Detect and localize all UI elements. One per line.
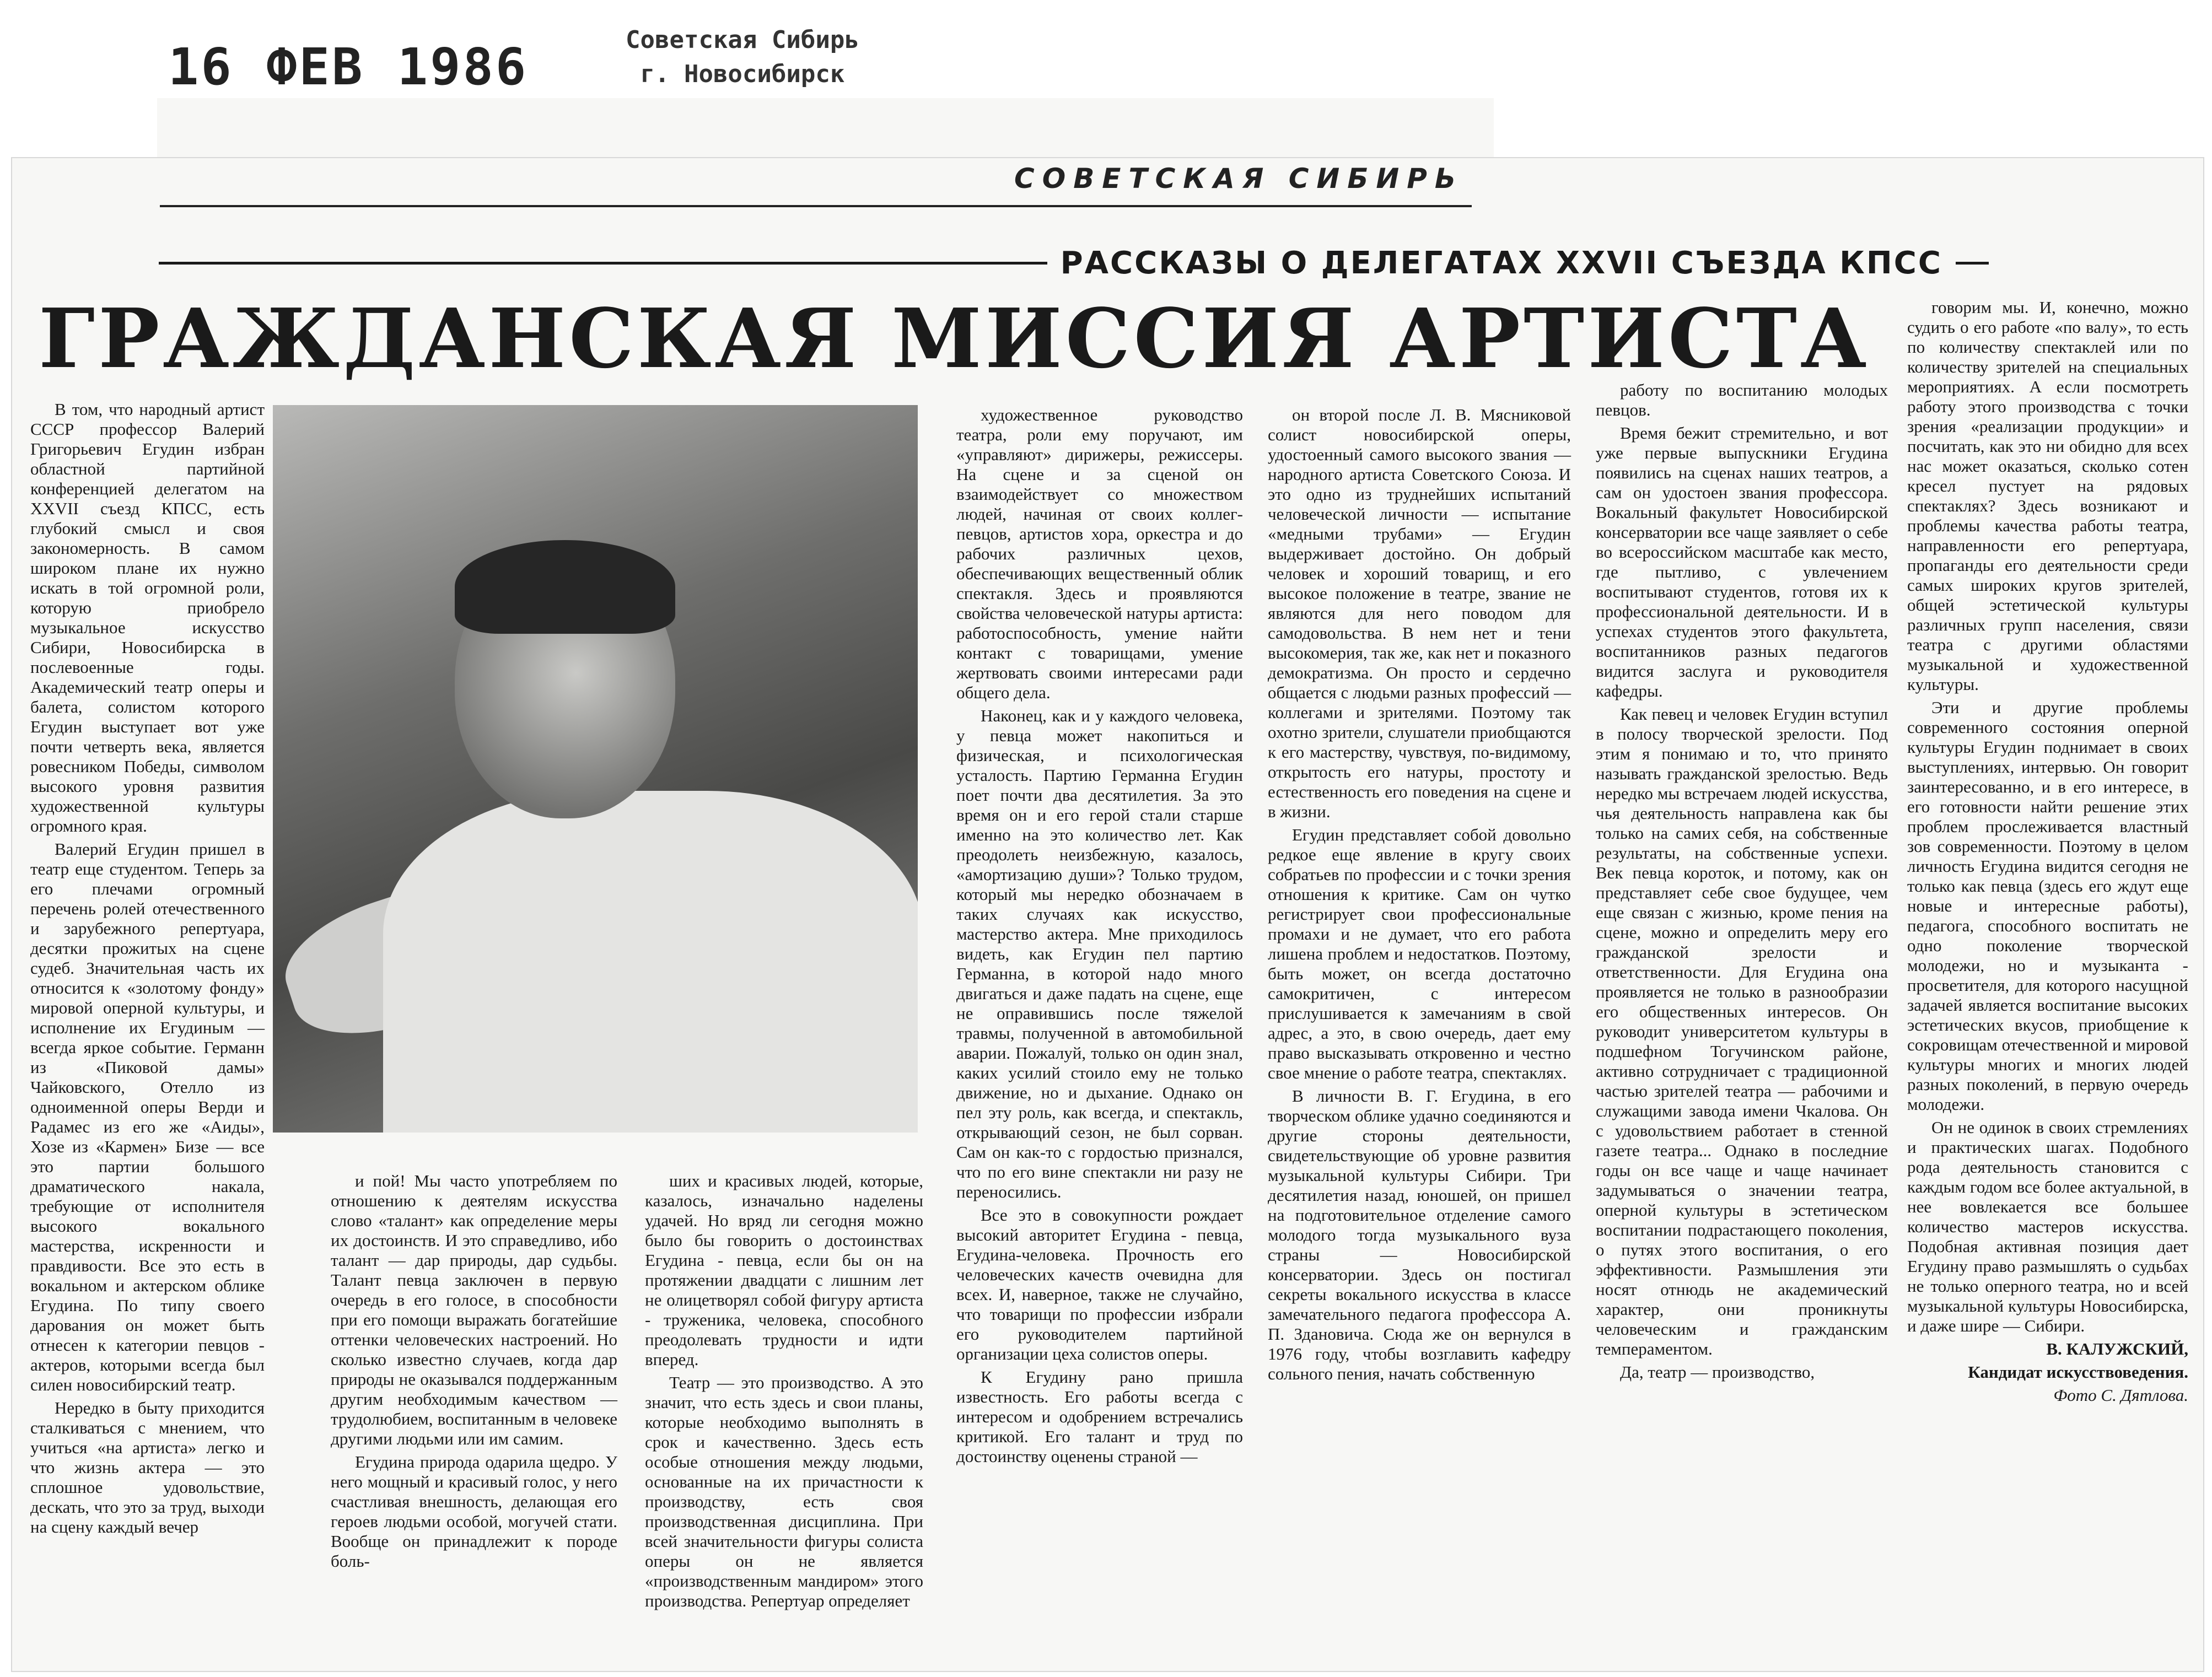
article-paragraph: В личности В. Г. Егудина, в его творческом облике удачно соединяются и другие стороны деятельности, свидетельствующие об уровне развития музыкальной культуры Сибири. Три десятилетия назад, юношей, он пришел на подготовительное отделение самого молодого тогда музыкального вуза страны — Новосибирской консерватории. Здесь он постигал секреты вокального искусства в классе замечательного педагога профессора А. П. Здановича. Сюда же он вернулся в 1976 году, чтобы возглавить кафедру сольного пения, начать собственную — [1268, 1086, 1571, 1383]
article-paragraph: Театр — это производство. А это значит, что есть здесь и свои планы, которые необходимо выполнять в срок и качественно. Здесь есть особые отношения между людьми, основанные на их причастности к производству, есть своя производственная дисциплина. При всей значительности фигуры солиста оперы он не является «производственным мандиром» этого производства. Репертуар определяет — [645, 1373, 923, 1610]
article-paragraph: художественное руководство театра, роли ему поручают, им «управляют» дирижеры, режиссеры. На сцене и за сценой он взаимодействует со множеством людей, начиная от своих коллег-певцов, артистов хора, оркестра и до рабочих различных цехов, обеспечивающих вещественный облик спектакля. Здесь и проявляются свойства человеческой натуры артиста: работоспособность, умение найти контакт с товарищами, умение жертвовать своими интересами ради общего дела. — [956, 405, 1243, 702]
author-signature: В. КАЛУЖСКИЙ, — [2046, 1339, 2188, 1358]
article-paragraph: Егудина природа одарила щедро. У него мощный и красивый голос, у него счастливая внешность, делающая его героев людьми особой, могучей стати. Вообще он принадлежит к породе боль- — [331, 1452, 617, 1571]
rubric-rule-right — [1956, 262, 1989, 265]
article-column-1 — [30, 400, 265, 1667]
stamp-source — [626, 23, 859, 91]
masthead-rule — [160, 205, 1472, 207]
stamp-date: 16 ФЕВ 1986 — [168, 37, 529, 96]
article-column-5 — [1268, 405, 1571, 1667]
article-paragraph: Все это в совокупности рождает высокий авторитет Егудина - певца, Егудина-человека. Прочность его человеческих качеств очевидна для всех. И, наверное, также не случайно, что товарищи по профессии избрали его руководителем партийной организации цеха солистов оперы. — [956, 1205, 1243, 1363]
article-paragraph: Наконец, как и у каждого человека, у певца может накопиться и физическая, и психологическая усталость. Партию Германна Егудин поет почти два десятилетия. За это время он и его герой стали старше именно на это количество лет. Как преодолеть неизбежную, казалось, «амортизацию души»? Только трудом, который мы нередко обозначаем в таких случаях как искусство, мастерство актера. Мне приходилось видеть, как Егудин пел партию Германна, в которой надо много двигаться и даже падать на сцене, еще не оправившись после тяжелой травмы, полученной в автомобильной аварии. Пожалуй, только он один знал, каких усилий стоило ему не только движение, но и дыхание. Однако он пел эту роль, как всегда, и спектакль, открывающий сезон, не был сорван. Сам он как-то с гордостью признался, что по его вине спектакли ни разу не переносились. — [956, 706, 1243, 1201]
article-paragraph: Валерий Егудин пришел в театр еще студентом. Теперь за его плечами огромный перечень ролей отечественного и зарубежного репертуара, десятки прожитых на сцене судеб. Значительная часть их относится к «золотому фонду» мировой оперной культуры, и исполнение их Егудиным — всегда яркое событие. Германн из «Пиковой дамы» Чайковского, Отелло из одноименной оперы Верди и Радамес из его же «Аиды», Хозе из «Кармен» Бизе — все это партии большого драматического накала, требующие от исполнителя высокого вокального мастерства, искренности и правдивости. Все это есть в вокальном и актерском облике Егудина. По типу своего дарования он может быть отнесен к категории певцов - актеров, которыми всегда был силен новосибирский театр. — [30, 839, 265, 1394]
rubric-rule-left — [159, 262, 1047, 265]
article-paragraph: В том, что народный артист СССР профессор Валерий Григорьевич Егудин избран областной партийной конференцией делегатом на XXVII съезд КПСС, есть глубокий смысл и своя закономерность. В самом широком плане их нужно искать в той огромной роли, которую приобрело музыкальное искусство Сибири, Новосибирска в послевоенные годы. Академический театр оперы и балета, солистом которого Егудин выступает вот уже почти четверть века, является ровесником Победы, символом высокого уровня развития художественной культуры огромного края. — [30, 400, 265, 835]
article-column-4 — [956, 405, 1243, 1667]
clipping-tab — [157, 98, 1494, 159]
article-paragraph: Как певец и человек Егудин вступил в полосу творческой зрелости. Под этим я понимаю и то, что принято называть гражданской зрелостью. Ведь нередко мы встречаем людей искусства, чья деятельность направлена как бы только на самих себя, на собственные результаты, на собственные успехи. Век певца короток, и потому, как он представляет себе свое будущее, чем еще связан с жизнью, кроме пения на сцене, можно и определить меру его гражданской зрелости и ответственности. Для Егудина она проявляется не только в разнообразии его общественных интересов. Он руководит университетом культуры в подшефном Тогучинском районе, активно сотрудничает с традиционной частью зрителей театра — рабочими и служащими завода имени Чкалова. Он с удовольствием работает в стенной газете театра... Однако в последние годы он все чаще и чаще начинает задумываться о значении театра, оперной культуры в эстетическом воспитании подрастающего поколения, о путях этого воспитания, о его эффективности. Размышления эти носят отнюдь не академический характер, они проникнуты человеческим и гражданским темпераментом. — [1596, 704, 1888, 1358]
rubric-title: РАССКАЗЫ О ДЕЛЕГАТАХ XXVII СЪЕЗДА КПСС — [1060, 245, 1942, 281]
headline: ГРАЖДАНСКАЯ МИССИЯ АРТИСТА — [39, 290, 1870, 386]
portrait-photo — [273, 405, 918, 1133]
article-paragraph: Он не одинок в своих стремлениях и практических шагах. Подобного рода деятельность становится с каждым годом все более актуальной, в нее вовлекается все большее количество мастеров искусства. Подобная активная позиция дает Егудину право размышлять о судьбах не только оперного театра, но и всей музыкальной культуры Новосибирска, и даже шире — Сибири. — [1907, 1118, 2188, 1335]
article-paragraph: он второй после Л. В. Мясниковой солист новосибирской оперы, удостоенный самого высокого звания — народного артиста Советского Союза. И это одно из труднейших испытаний человеческой личности — испытание «медными трубами» — Егудин выдерживает достойно. Он добрый человек и хороший товарищ, и его высокое положение в театре, звание не являются для него поводом для самодовольства. В нем нет и тени высокомерия, так же, как нет и показного демократизма. Он просто и сердечно общается с людьми разных профессий — коллегами и зрителями. Поэтому так охотно зрители, слушатели приобщаются к его мастерству, чувствуя, по-видимому, открытость его натуры, простоту и естественность его поведения на сцене и в жизни. — [1268, 405, 1571, 821]
article-column-7 — [1907, 298, 2188, 1667]
photo-hair — [455, 540, 675, 634]
article-column-6 — [1596, 380, 1888, 1667]
stamp-newspaper: Советская Сибирь — [626, 26, 859, 54]
stamp-city: г. Новосибирск — [640, 60, 845, 88]
article-paragraph: Да, театр — производство, — [1620, 1362, 1815, 1382]
rubric — [159, 245, 1989, 281]
article-paragraph: Время бежит стремительно, и вот уже первые выпускники Егудина появились на сценах наших театров, а сам он удостоен звания профессора. Вокальный факультет Новосибирской консерватории все чаще заявляет о себе во всероссийском масштабе как место, где пытливо, с увлечением воспитывают студентов, готовя их к профессиональной деятельности. И в успехах студентов этого факультета, воспитанников разных педагогов видится заслуга и руководителя кафедры. — [1596, 423, 1888, 700]
article-paragraph: Егудин представляет собой довольно редкое еще явление в кругу своих собратьев по профессии и с точки зрения отношения к критике. Сам он чутко регистрирует свои профессиональные промахи и не думает, что его работа лишена проблем и недостатков. Поэтому, быть может, он всегда достаточно самокритичен, с интересом прислушивается к замечаниям в свой адрес, а это, в свою очередь, дает ему право высказывать откровенно и честно свое мнение о работе театра, спектаклях. — [1268, 825, 1571, 1082]
article-paragraph: К Егудину рано пришла известность. Его работы всегда с интересом и одобрением встречались критикой. Его талант и труд по достоинству оценены страной — — [956, 1367, 1243, 1466]
photo-credit: Фото С. Дятлова. — [2053, 1385, 2188, 1405]
article-column-2 — [331, 1171, 617, 1667]
masthead: СОВЕТСКАЯ СИБИРЬ — [1014, 163, 1463, 195]
article-paragraph: Эти и другие проблемы современного состояния оперной культуры Егудин поднимает в своих выступлениях, интервью. Он говорит заинтересованно, и в его интересе, в его готовности найти решение этих проблем прослеживается властный зов современности. Поэтому в целом личность Егудина видится сегодня не только как певца (здесь его ждут еще новые и интересные работы), педагога, способного воспитать не одно поколение творческой молодежи, но и музыканта - просветителя, для которого насущной задачей является воспитание высоких эстетических вкусов, приобщение к сокровищам отечественной и мировой культуры многих и многих людей разных поколений, в первую очередь молодежи. — [1907, 698, 2188, 1114]
clipping-stamp — [157, 15, 901, 98]
article-paragraph: говорим мы. И, конечно, можно судить о его работе «по валу», то есть по количеству спектаклей или по количеству зрителей на специальных мероприятиях. А если посмотреть работу этого производства с точки зрения «реализации продукции» и посчитать, как это ни обидно для всех нас может оказаться, сколько сотен кресел пустует на рядовых спектаклях? Здесь возникают и проблемы качества работы театра, направленности его репертуара, пропаганды его деятельности среди самых широких кругов зрителей, общей эстетической культуры различных групп населения, связи театра с другими областями музыкальной и художественной культуры. — [1907, 298, 2188, 694]
article-paragraph: и пой! Мы часто употребляем по отношению к деятелям искусства слово «талант» как определение меры их достоинств. И это справедливо, ибо талант — дар природы, дар судьбы. Талант певца заключен в первую очередь в его голосе, в способности при его помощи выражать богатейшие оттенки человеческих настроений. Но сколько известно случаев, когда дар природы не оказывался поддержанным другим необходимым качеством — трудолюбием, воспитанным в человеке другими людьми или им самим. — [331, 1171, 617, 1448]
article-paragraph: работу по воспитанию молодых певцов. — [1596, 380, 1888, 419]
article-column-3 — [645, 1171, 923, 1667]
photo-shirt — [383, 791, 918, 1133]
article-paragraph: ших и красивых людей, которые, казалось, изначально наделены удачей. Но вряд ли сегодня можно было бы говорить о достоинствах Егудина - певца, если бы он на протяжении двадцати с лишним лет не олицетворял собой фигуру артиста - труженика, человека, способного преодолевать трудности и идти вперед. — [645, 1171, 923, 1369]
author-title: Кандидат искусствоведения. — [1968, 1362, 2188, 1382]
article-paragraph: Нередко в быту приходится сталкиваться с мнением, что учиться «на артиста» легко и что жизнь актера — это сплошное удовольствие, дескать, что это за труд, выходи на сцену каждый вечер — [30, 1398, 265, 1536]
